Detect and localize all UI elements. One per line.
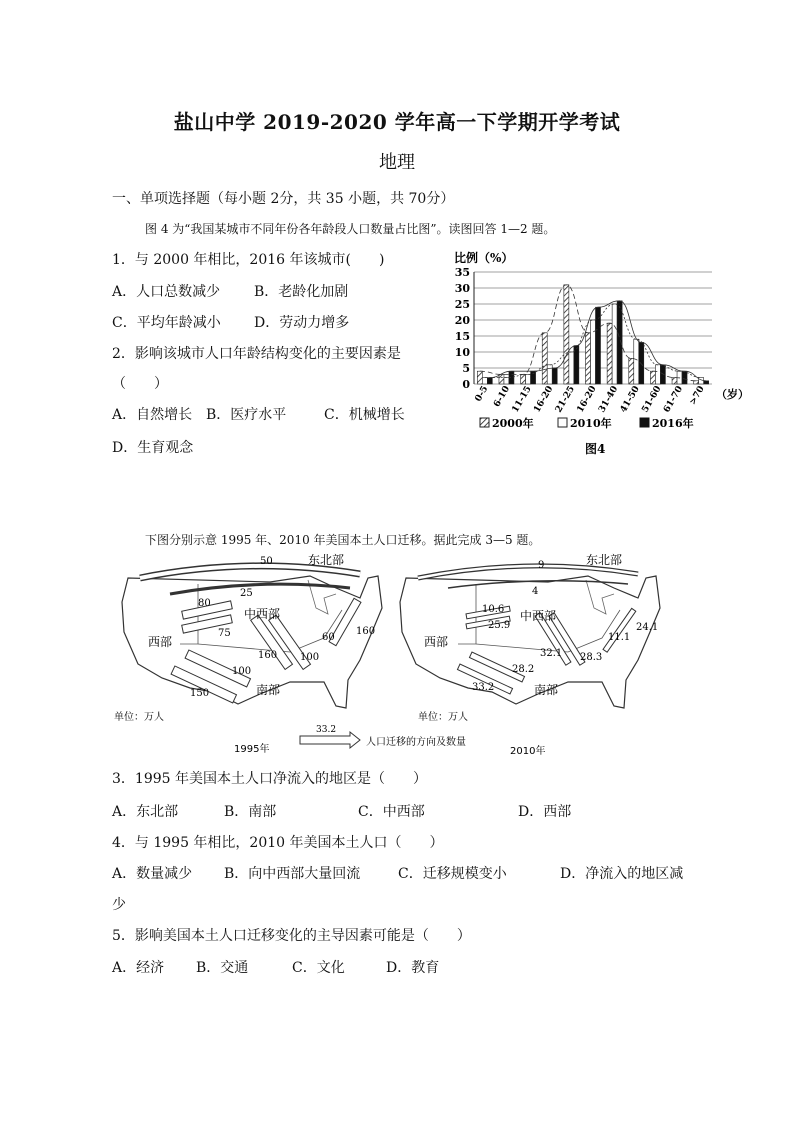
q2-option-b[interactable]: B．医疗水平 — [206, 407, 287, 423]
flow-label: 28.2 — [512, 664, 535, 675]
maps-intro: 下图分别示意 1995 年、2010 年美国本土人口迁移。据此完成 3—5 题。 — [145, 533, 541, 547]
chart-bar-2000 — [542, 333, 547, 384]
chart-ytick-label: 30 — [454, 282, 470, 295]
chart-xtick-label: 16-20 — [532, 384, 556, 415]
region-south-1995: 南部 — [256, 683, 281, 697]
flow-label: 32.1 — [540, 648, 563, 659]
q2-option-a[interactable]: A．自然增长 — [112, 407, 193, 423]
region-northeast-2010: 东北部 — [586, 553, 623, 567]
chart-bar-2010 — [504, 378, 509, 384]
chart-bar-2016 — [660, 365, 665, 384]
chart-bar-2000 — [607, 323, 612, 384]
q5-option-c[interactable]: C．文化 — [292, 960, 345, 976]
q1-option-b[interactable]: B．老龄化加剧 — [254, 284, 349, 300]
q4-option-c[interactable]: C．迁移规模变小 — [398, 866, 507, 882]
chart-ytick-label: 10 — [454, 346, 470, 359]
q5-stem: 5．影响美国本土人口迁移变化的主导因素可能是（ ） — [112, 928, 471, 944]
q3-stem: 3．1995 年美国本土人口净流入的地区是（ ） — [112, 771, 427, 787]
chart-bar-2016 — [704, 381, 709, 384]
flow-label: 75 — [218, 628, 231, 639]
chart-xtick-label: 6-10 — [492, 384, 513, 410]
region-west-2010: 西部 — [424, 635, 449, 649]
legend-swatch-2016 — [640, 418, 649, 427]
chart-xtick-label: 21-25 — [553, 384, 577, 415]
flow-label: 10.6 — [482, 604, 505, 615]
region-midwest-2010: 中西部 — [520, 609, 557, 623]
flow-label: 24.1 — [636, 622, 659, 633]
chart-ytick-label: 25 — [454, 298, 470, 311]
q3-option-c[interactable]: C．中西部 — [358, 804, 425, 820]
q1-option-a[interactable]: A．人口总数减少 — [112, 284, 221, 300]
flow-label: 50 — [260, 556, 273, 567]
q4-stem: 4．与 1995 年相比，2010 年美国本土人口（ ） — [112, 835, 444, 851]
q1-option-d[interactable]: D．劳动力增多 — [254, 315, 350, 331]
section-heading: 一、单项选择题（每小题 2分，共 35 小题，共 70分） — [112, 191, 455, 207]
chart-bar-2010 — [655, 365, 660, 384]
legend-2010: 2010年 — [570, 417, 612, 430]
flow-label: 160 — [356, 626, 376, 637]
chart-bar-2016 — [487, 378, 492, 384]
q5-option-d[interactable]: D．教育 — [386, 960, 440, 976]
chart-ytick-label: 0 — [462, 378, 470, 391]
chart-bar-2000 — [586, 333, 591, 384]
legend-label: 人口迁移的方向及数量 — [366, 737, 466, 748]
chart-ytick-label: 15 — [454, 330, 470, 343]
chart-bar-2010 — [482, 378, 487, 384]
chart-bar-2000 — [499, 374, 504, 384]
flow-label: 100 — [232, 666, 252, 677]
chart-xtick-label: 0-5 — [473, 384, 491, 404]
flow-label: 9 — [538, 560, 545, 571]
chart-ylabel: 比例（%） — [454, 251, 514, 265]
flow-label: 60 — [322, 632, 335, 643]
legend-swatch-2000 — [480, 418, 489, 427]
q1-stem: 1．与 2000 年相比，2016 年该城市( ) — [112, 252, 385, 268]
chart-xtick-label: 51-60 — [640, 384, 664, 415]
flow-label: 28.3 — [580, 652, 603, 663]
chart-xtick-label: 11-15 — [510, 384, 534, 415]
chart-bar-2016 — [639, 342, 644, 384]
unit-label-1995: 单位：万人 — [114, 712, 164, 723]
region-south-2010: 南部 — [534, 683, 559, 697]
chart-bar-2010 — [526, 374, 531, 384]
chart-bar-2016 — [682, 371, 687, 384]
chart-bar-2010 — [591, 320, 596, 384]
flow-label: 25.9 — [488, 620, 511, 631]
chart-bar-2016 — [552, 368, 557, 384]
flow-label: 33.2 — [472, 682, 495, 693]
chart-bar-2000 — [650, 371, 655, 384]
chart-bar-2000 — [629, 358, 634, 384]
q2-option-c[interactable]: C．机械增长 — [324, 407, 405, 423]
q5-option-a[interactable]: A．经济 — [112, 960, 165, 976]
flow-label: 100 — [300, 652, 320, 663]
map-legend — [300, 725, 466, 748]
chart-bar-2010 — [547, 365, 552, 384]
chart-bar-2000 — [477, 371, 482, 384]
chart-caption: 图4 — [585, 442, 606, 456]
map-year-2010: 2010年 — [510, 746, 546, 757]
chart-bar-2000 — [564, 285, 569, 384]
chart-ytick-label: 5 — [462, 362, 470, 375]
q3-option-d[interactable]: D．西部 — [518, 804, 572, 820]
legend-2016: 2016年 — [652, 417, 694, 430]
q5-option-b[interactable]: B．交通 — [196, 960, 249, 976]
chart-bar-2000 — [694, 381, 699, 384]
chart-bar-2016 — [617, 301, 622, 384]
chart-bar-2000 — [521, 374, 526, 384]
q4-option-b[interactable]: B．向中西部大量回流 — [224, 866, 361, 882]
legend-2000: 2000年 — [492, 417, 534, 430]
us-migration-maps — [110, 548, 670, 760]
chart-bar-2010 — [634, 339, 639, 384]
flow-label: 150 — [190, 688, 210, 699]
chart-bar-2010 — [612, 304, 617, 384]
q2-option-d[interactable]: D．生育观念 — [112, 440, 194, 456]
unit-label-2010: 单位：万人 — [418, 712, 468, 723]
q2-stem-blank: （ ） — [112, 376, 168, 392]
legend-swatch-2010 — [558, 418, 567, 427]
chart-x-unit: （岁） — [716, 388, 749, 401]
chart-bar-2010 — [569, 352, 574, 384]
chart-bar-2000 — [672, 378, 677, 384]
chart-xtick-label: 41-50 — [618, 384, 642, 415]
flow-label: 25 — [240, 588, 253, 599]
map-1995 — [114, 553, 382, 755]
map-year-1995: 1995年 — [234, 744, 270, 755]
subject-title: 地理 — [379, 152, 415, 173]
q3-option-a[interactable]: A．东北部 — [112, 804, 179, 820]
flow-label: 80 — [198, 598, 211, 609]
region-northeast-1995: 东北部 — [308, 553, 345, 567]
chart-xtick-label: 61-70 — [662, 384, 686, 415]
flow-label: 160 — [258, 650, 278, 661]
q1-option-c[interactable]: C．平均年龄减小 — [112, 315, 221, 331]
q4-option-d-wrap: 少 — [112, 897, 126, 913]
q4-option-d[interactable]: D．净流入的地区减 — [560, 866, 684, 882]
exam-title: 盐山中学 2019-2020 学年高一下学期开学考试 — [173, 110, 621, 134]
region-midwest-1995: 中西部 — [244, 607, 281, 621]
chart-bar-2016 — [596, 307, 601, 384]
map-2010 — [400, 553, 660, 757]
flow-label: 11.1 — [608, 632, 631, 643]
q4-option-a[interactable]: A．数量减少 — [112, 866, 193, 882]
legend-value: 33.2 — [316, 725, 337, 735]
chart-ytick-label: 35 — [454, 266, 470, 279]
chart-xtick-label: >70 — [688, 384, 707, 407]
chart-xtick-label: 16-20 — [575, 384, 599, 415]
flow-label: 4 — [532, 586, 539, 597]
chart-ytick-label: 20 — [454, 314, 470, 327]
chart-xtick-label: 31-40 — [597, 384, 621, 415]
age-structure-chart — [440, 244, 760, 464]
q2-stem: 2．影响该城市人口年龄结构变化的主要因素是 — [112, 346, 401, 362]
q3-option-b[interactable]: B．南部 — [224, 804, 277, 820]
region-west-1995: 西部 — [148, 635, 173, 649]
figure4-intro: 图 4 为“我国某城市不同年份各年龄段人口数量占比图”。读图回答 1—2 题。 — [145, 222, 556, 236]
